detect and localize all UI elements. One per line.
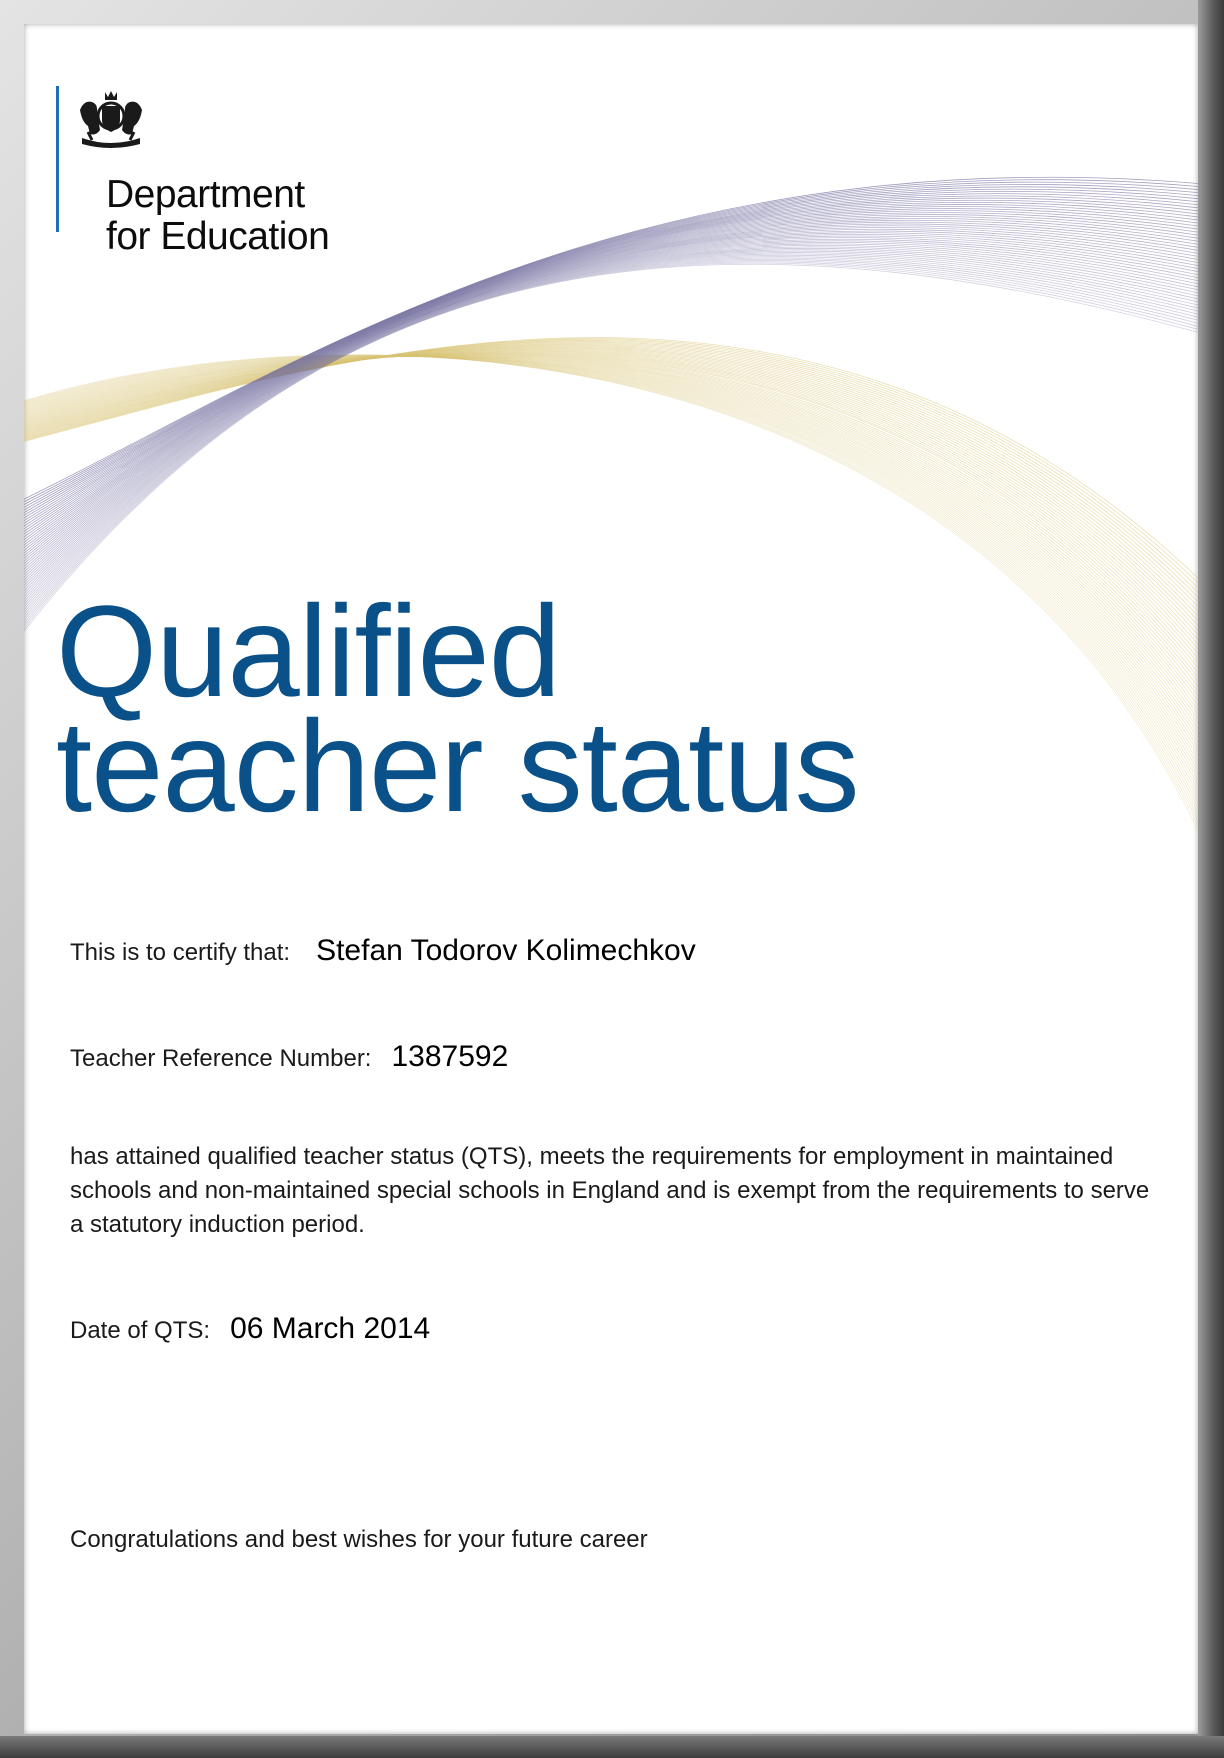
certify-row [70, 934, 696, 968]
closing-message: Congratulations and best wishes for your future career [70, 1526, 648, 1553]
royal-coat-of-arms-icon [74, 88, 148, 150]
department-line-2: for Education [106, 215, 330, 258]
trn-label: Teacher Reference Number: [70, 1045, 372, 1072]
department-line-1: Department [106, 173, 305, 216]
frame-shadow-bottom [0, 1736, 1224, 1758]
logo-bar [56, 86, 59, 232]
date-label: Date of QTS: [70, 1317, 211, 1344]
title-line-2: teacher status [56, 693, 859, 839]
date-value: 06 March 2014 [230, 1312, 431, 1345]
certificate-title [56, 578, 859, 839]
certificate-page [24, 24, 1198, 1734]
trn-row [70, 1040, 508, 1074]
trn-value: 1387592 [391, 1040, 509, 1073]
decorative-waves [24, 24, 1198, 1734]
qts-statement: has attained qualified teacher status (QTS), meets the requirements for employment in maintained schools and non-maintained special schools in England and is exempt from the requirements to serve a statutory induction period. [70, 1143, 1150, 1238]
date-row [70, 1312, 430, 1346]
frame-shadow-right [1198, 0, 1224, 1758]
title-line-1: Qualified [56, 578, 561, 724]
certify-label: This is to certify that: [70, 939, 291, 966]
department-name [106, 174, 329, 258]
certify-name: Stefan Todorov Kolimechkov [316, 934, 696, 967]
